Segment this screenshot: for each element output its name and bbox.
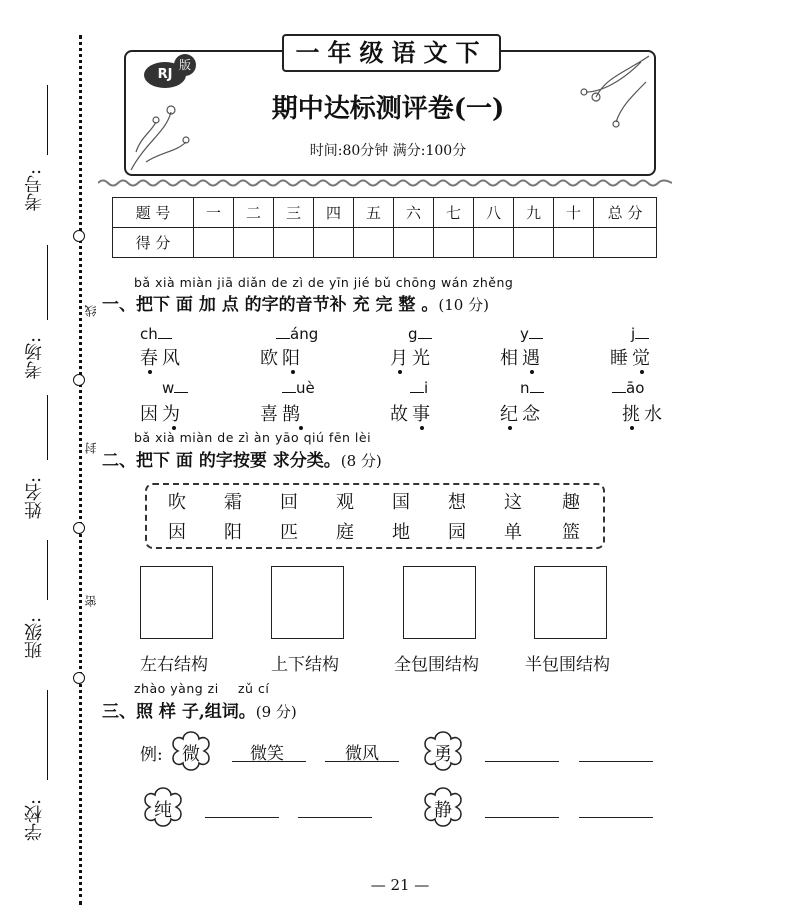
example-word: 微风	[345, 744, 379, 764]
answer-blank[interactable]	[485, 817, 559, 818]
score-cell[interactable]	[234, 228, 274, 258]
example-char: 微	[182, 744, 200, 765]
category-label: 左右结构	[140, 655, 208, 675]
name-field[interactable]	[47, 395, 48, 460]
binding-circle	[73, 374, 85, 386]
q3-char: 纯	[154, 800, 172, 821]
sort-char: 观	[336, 492, 354, 513]
sort-char: 匹	[280, 522, 298, 543]
sort-char: 想	[448, 492, 466, 513]
q3-title-text: 三、照 样 子,组词。	[102, 702, 256, 722]
q1-pinyin-blank[interactable]: g	[408, 324, 432, 343]
emphasis-dot	[420, 426, 424, 430]
q3-points: (9 分)	[255, 703, 297, 721]
score-cell[interactable]	[594, 228, 657, 258]
table-cell: 二	[234, 198, 274, 228]
seal-char-seal: 封	[84, 442, 98, 454]
binding-circle	[73, 522, 85, 534]
q1-word: 挑水	[622, 404, 666, 425]
score-cell[interactable]	[474, 228, 514, 258]
score-cell[interactable]	[274, 228, 314, 258]
emphasis-dot	[398, 370, 402, 374]
answer-blank[interactable]	[298, 817, 372, 818]
exam-info: 时间:80分钟 满分:100分	[309, 143, 467, 159]
sort-char: 阳	[224, 522, 242, 543]
page-number: — 21 —	[370, 876, 430, 894]
q1-word: 因为	[140, 404, 184, 425]
q1-pinyin-blank[interactable]: áng	[276, 324, 318, 343]
sort-char: 地	[392, 522, 410, 543]
seal-char-secret: 密	[84, 595, 98, 607]
category-label: 上下结构	[271, 655, 339, 675]
emphasis-dot	[148, 370, 152, 374]
school-field[interactable]	[47, 690, 48, 780]
q1-pinyin-blank[interactable]: uè	[282, 378, 315, 397]
answer-box-left-right[interactable]	[140, 566, 213, 639]
q3-char: 勇	[434, 744, 452, 765]
q1-pinyin-blank[interactable]: n	[520, 378, 544, 397]
example-underline	[325, 761, 399, 762]
table-cell: 七	[434, 198, 474, 228]
binding-circle	[73, 230, 85, 242]
q2-title	[102, 446, 382, 471]
table-cell: 九	[514, 198, 554, 228]
q1-word: 故事	[390, 404, 434, 425]
answer-blank[interactable]	[485, 761, 559, 762]
q1-word: 喜鹊	[260, 404, 304, 425]
q1-pinyin: bǎ xià miàn jiā diǎn de zì de yīn jié bǔ chōng wán zhěng	[134, 275, 514, 290]
sort-char: 庭	[336, 522, 354, 543]
q1-pinyin-blank[interactable]: ch	[140, 324, 172, 343]
sort-char: 园	[448, 522, 466, 543]
table-cell: 六	[394, 198, 434, 228]
score-cell[interactable]	[194, 228, 234, 258]
example-label: 例:	[140, 745, 163, 765]
wave-divider	[98, 178, 672, 188]
emphasis-dot	[630, 426, 634, 430]
score-table-score-row	[113, 228, 657, 258]
score-table-header-row	[113, 198, 657, 228]
exam-room-field[interactable]	[47, 245, 48, 320]
score-cell[interactable]	[354, 228, 394, 258]
exam-room-label: 考场:	[24, 336, 45, 380]
q1-word: 睡觉	[610, 348, 654, 369]
binding-dotted-line	[79, 35, 82, 905]
table-cell: 十	[554, 198, 594, 228]
q1-word: 月光	[390, 348, 434, 369]
q1-pinyin-blank[interactable]: i	[410, 378, 428, 397]
q1-title-text: 一、把下 面 加 点 的字的音节补 充 完 整 。	[102, 295, 439, 315]
score-cell[interactable]	[434, 228, 474, 258]
category-label: 全包围结构	[394, 655, 479, 675]
q1-pinyin-blank[interactable]: āo	[612, 378, 644, 397]
q2-points: (8 分)	[340, 452, 382, 470]
table-cell: 四	[314, 198, 354, 228]
q1-pinyin-blank[interactable]: w	[162, 378, 188, 397]
sort-char: 篮	[562, 522, 580, 543]
sort-char: 回	[280, 492, 298, 513]
class-field[interactable]	[47, 540, 48, 600]
answer-box-half-enclosure[interactable]	[534, 566, 607, 639]
emphasis-dot	[640, 370, 644, 374]
sort-char: 单	[504, 522, 522, 543]
example-word: 微笑	[250, 744, 284, 764]
table-cell: 总 分	[594, 198, 657, 228]
school-label: 学校:	[24, 798, 45, 842]
answer-box-full-enclosure[interactable]	[403, 566, 476, 639]
answer-blank[interactable]	[579, 761, 653, 762]
sort-char: 吹	[168, 492, 186, 513]
table-cell: 五	[354, 198, 394, 228]
score-cell[interactable]	[394, 228, 434, 258]
q1-word: 春风	[140, 348, 184, 369]
answer-box-top-bottom[interactable]	[271, 566, 344, 639]
q1-pinyin-blank[interactable]: j	[631, 324, 649, 343]
table-cell: 三	[274, 198, 314, 228]
q2-pinyin: bǎ xià miàn de zì àn yāo qiú fēn lèi	[134, 430, 372, 445]
rj-badge: RJ	[144, 62, 186, 88]
q1-points: (10 分)	[438, 296, 489, 314]
q3-pinyin-2: zǔ cí	[238, 681, 270, 696]
sort-char: 这	[504, 492, 522, 513]
q1-pinyin-blank[interactable]: y	[520, 324, 543, 343]
binding-circle	[73, 672, 85, 684]
q3-pinyin-1: zhào yàng zi	[134, 681, 219, 696]
score-cell[interactable]	[514, 228, 554, 258]
table-cell: 题 号	[113, 198, 194, 228]
table-cell: 八	[474, 198, 514, 228]
class-label: 班级:	[24, 616, 45, 660]
exam-title: 期中达标测评卷(一)	[271, 94, 505, 124]
sort-char: 霜	[224, 492, 242, 513]
grade-banner: 一年级语文下	[282, 34, 501, 72]
score-table	[112, 197, 657, 258]
q3-title	[102, 697, 297, 722]
character-box	[145, 483, 605, 549]
sort-char: 国	[392, 492, 410, 513]
emphasis-dot	[530, 370, 534, 374]
edition-badge: 版	[174, 54, 196, 76]
emphasis-dot	[291, 370, 295, 374]
category-label: 半包围结构	[525, 655, 610, 675]
q2-title-text: 二、把下 面 的字按要 求分类。	[102, 451, 341, 471]
q1-word: 纪念	[500, 404, 544, 425]
emphasis-dot	[508, 426, 512, 430]
exam-number-field[interactable]	[47, 85, 48, 155]
q1-word: 欧阳	[260, 348, 304, 369]
q3-char: 静	[434, 800, 452, 821]
sort-char: 趣	[562, 492, 580, 513]
table-cell: 得 分	[113, 228, 194, 258]
answer-blank[interactable]	[205, 817, 279, 818]
score-cell[interactable]	[554, 228, 594, 258]
q1-word: 相遇	[500, 348, 544, 369]
score-cell[interactable]	[314, 228, 354, 258]
table-cell: 一	[194, 198, 234, 228]
exam-number-label: 考号:	[24, 168, 45, 212]
seal-char-line: 线	[84, 305, 98, 317]
example-underline	[232, 761, 306, 762]
q1-title	[102, 290, 489, 315]
sort-char: 因	[168, 522, 186, 543]
name-label: 姓名:	[24, 476, 45, 520]
answer-blank[interactable]	[579, 817, 653, 818]
